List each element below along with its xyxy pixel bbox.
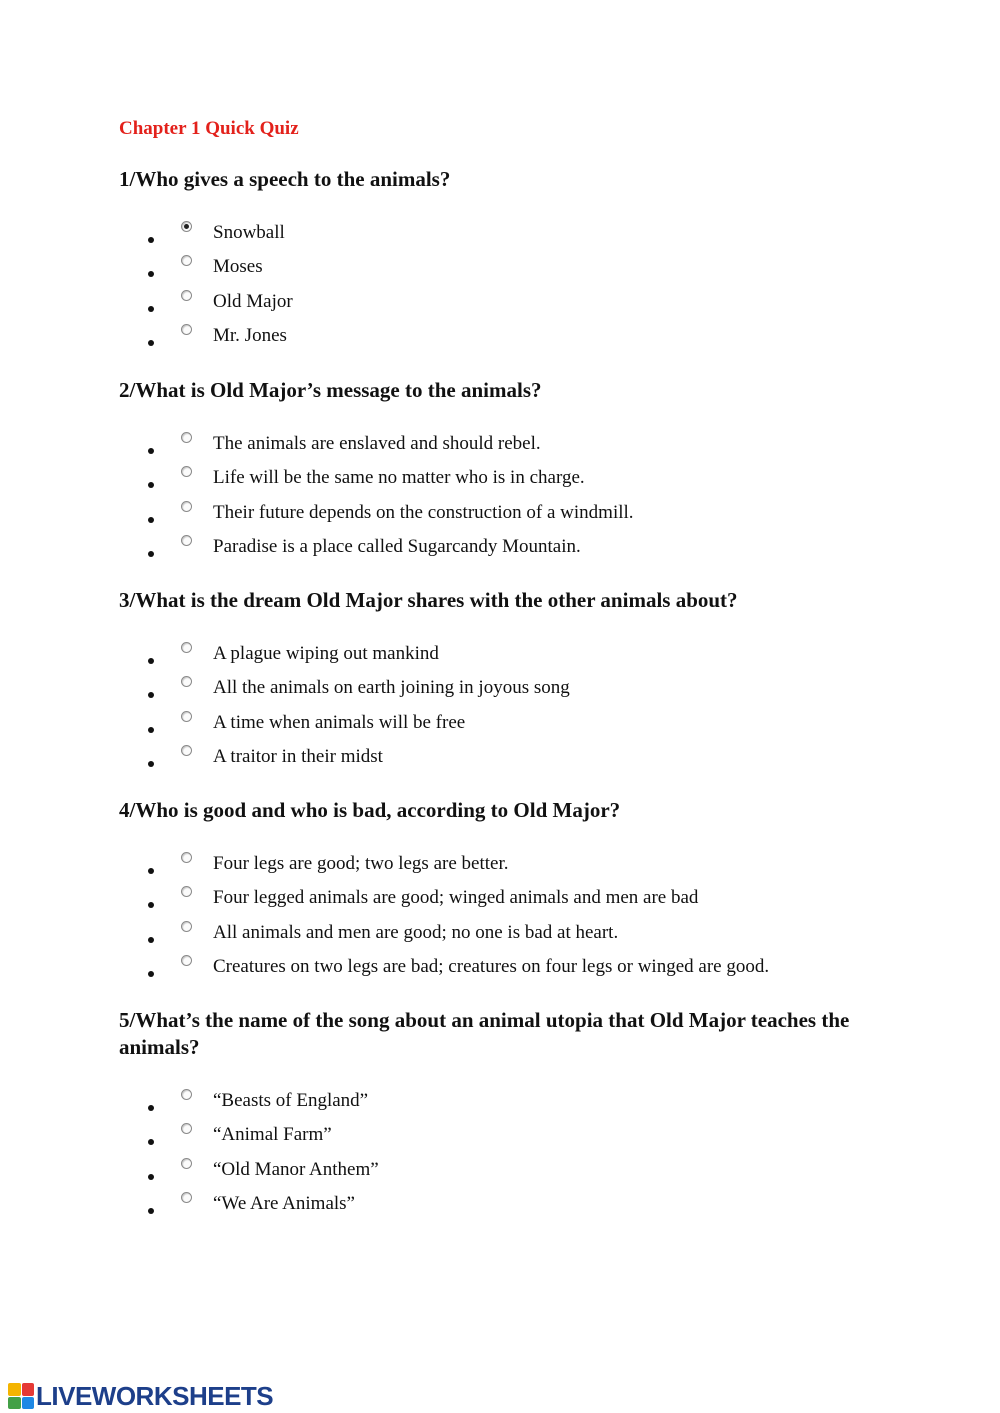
option-item[interactable] — [0, 1090, 1000, 1124]
bullet-icon — [148, 868, 154, 874]
option-label: Mr. Jones — [213, 325, 287, 347]
radio-button[interactable] — [181, 432, 192, 443]
bullet-icon — [148, 727, 154, 733]
option-item[interactable] — [0, 677, 1000, 711]
radio-button[interactable] — [181, 852, 192, 863]
option-label: Four legged animals are good; winged animals and men are bad — [213, 887, 699, 909]
option-item[interactable] — [0, 643, 1000, 677]
radio-button[interactable] — [181, 1123, 192, 1134]
bullet-icon — [148, 937, 154, 943]
liveworksheets-logo-icon — [8, 1383, 34, 1409]
bullet-icon — [148, 658, 154, 664]
option-item[interactable] — [0, 1193, 1000, 1227]
logo-text: LIVEWORKSHEETS — [36, 1380, 274, 1411]
option-item[interactable] — [0, 746, 1000, 780]
option-item[interactable] — [0, 922, 1000, 956]
bullet-icon — [148, 902, 154, 908]
radio-button[interactable] — [181, 324, 192, 335]
options-list-1 — [0, 222, 1000, 360]
option-label: Life will be the same no matter who is in charge. — [213, 467, 585, 489]
option-item[interactable] — [0, 956, 1000, 990]
bullet-icon — [148, 271, 154, 277]
radio-button[interactable] — [181, 1089, 192, 1100]
option-item[interactable] — [0, 502, 1000, 536]
radio-button[interactable] — [181, 886, 192, 897]
bullet-icon — [148, 1139, 154, 1145]
options-list-4 — [0, 853, 1000, 991]
radio-button[interactable] — [181, 290, 192, 301]
option-label: “Old Manor Anthem” — [213, 1158, 379, 1180]
option-label: Creatures on two legs are bad; creatures on four legs or winged are good. — [213, 956, 770, 978]
radio-button[interactable] — [181, 711, 192, 722]
bullet-icon — [148, 971, 154, 977]
question-5: 5/What’s the name of the song about an animal utopia that Old Major teaches the animals? — [119, 1008, 850, 1059]
option-label: All animals and men are good; no one is bad at heart. — [213, 921, 619, 943]
radio-button[interactable] — [181, 1192, 192, 1203]
option-label: Moses — [213, 256, 263, 278]
radio-button[interactable] — [181, 642, 192, 653]
bullet-icon — [148, 1105, 154, 1111]
page-title: Chapter 1 Quick Quiz — [119, 118, 299, 139]
radio-button[interactable] — [181, 501, 192, 512]
option-item[interactable] — [0, 853, 1000, 887]
option-item[interactable] — [0, 256, 1000, 290]
bullet-icon — [148, 237, 154, 243]
option-label: A traitor in their midst — [213, 746, 383, 768]
radio-button[interactable] — [181, 535, 192, 546]
option-item[interactable] — [0, 291, 1000, 325]
option-label: A plague wiping out mankind — [213, 643, 439, 664]
bullet-icon — [148, 482, 154, 488]
option-item[interactable] — [0, 433, 1000, 467]
bullet-icon — [148, 517, 154, 523]
radio-button[interactable] — [181, 466, 192, 477]
bullet-icon — [148, 340, 154, 346]
question-3: 3/What is the dream Old Major shares with the other animals about? — [119, 588, 738, 612]
radio-button[interactable] — [181, 221, 192, 232]
option-item[interactable] — [0, 712, 1000, 746]
question-4: 4/Who is good and who is bad, according to Old Major? — [119, 798, 621, 822]
bullet-icon — [148, 306, 154, 312]
options-list-5 — [0, 1090, 1000, 1228]
bullet-icon — [148, 692, 154, 698]
option-label: Paradise is a place called Sugarcandy Mountain. — [213, 536, 581, 558]
option-label: Old Major — [213, 290, 293, 312]
option-label: The animals are enslaved and should rebel. — [213, 433, 541, 454]
option-item[interactable] — [0, 1159, 1000, 1193]
option-item[interactable] — [0, 467, 1000, 501]
bullet-icon — [148, 1208, 154, 1214]
option-label: All the animals on earth joining in joyous song — [213, 677, 570, 699]
radio-button[interactable] — [181, 255, 192, 266]
option-item[interactable] — [0, 325, 1000, 359]
radio-button[interactable] — [181, 921, 192, 932]
bullet-icon — [148, 448, 154, 454]
footer-logo[interactable] — [8, 1381, 273, 1411]
question-1: 1/Who gives a speech to the animals? — [119, 167, 451, 191]
radio-button[interactable] — [181, 676, 192, 687]
option-item[interactable] — [0, 222, 1000, 256]
option-label: “Animal Farm” — [213, 1124, 332, 1146]
radio-button[interactable] — [181, 1158, 192, 1169]
bullet-icon — [148, 1174, 154, 1180]
option-label: A time when animals will be free — [213, 711, 466, 733]
bullet-icon — [148, 551, 154, 557]
option-label: “Beasts of England” — [213, 1090, 369, 1111]
option-label: “We Are Animals” — [213, 1193, 355, 1215]
radio-button[interactable] — [181, 745, 192, 756]
option-label: Snowball — [213, 222, 285, 243]
option-item[interactable] — [0, 887, 1000, 921]
option-item[interactable] — [0, 1124, 1000, 1158]
bullet-icon — [148, 761, 154, 767]
options-list-2 — [0, 433, 1000, 571]
options-list-3 — [0, 643, 1000, 781]
radio-button[interactable] — [181, 955, 192, 966]
option-label: Their future depends on the construction of a windmill. — [213, 501, 634, 523]
option-label: Four legs are good; two legs are better. — [213, 853, 509, 874]
question-2: 2/What is Old Major’s message to the animals? — [119, 378, 542, 402]
option-item[interactable] — [0, 536, 1000, 570]
